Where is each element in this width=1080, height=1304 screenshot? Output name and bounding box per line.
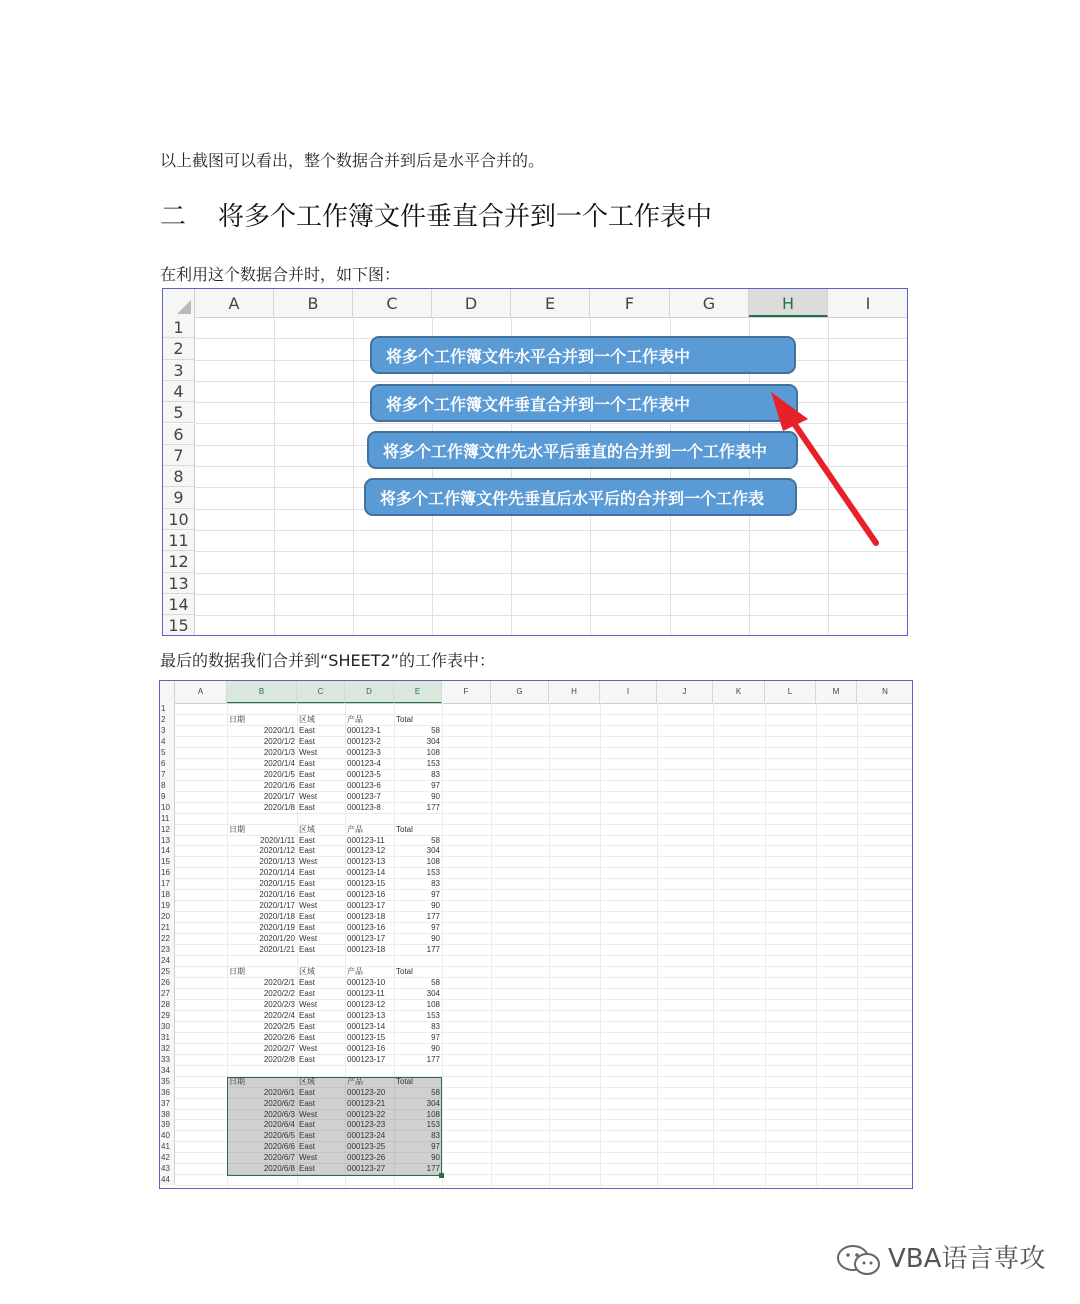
row-header-18[interactable]: 18: [160, 889, 175, 900]
data-cell-total[interactable]: 90: [431, 901, 440, 911]
spreadsheet-merged-data: [159, 680, 913, 1189]
data-cell-total[interactable]: 58: [431, 835, 440, 845]
data-cell-date[interactable]: 2020/1/4: [263, 758, 295, 768]
data-cell-date[interactable]: 2020/6/6: [263, 1142, 295, 1152]
data-cell-region[interactable]: West: [299, 1109, 318, 1119]
data-cell-region[interactable]: West: [299, 791, 318, 801]
row-header-12[interactable]: 12: [160, 824, 175, 835]
data-cell-region[interactable]: West: [299, 1153, 318, 1163]
row-gridline: [175, 1174, 912, 1186]
data-cell-region[interactable]: East: [299, 988, 316, 998]
data-cell-product[interactable]: 000123-21: [347, 1098, 386, 1108]
data-cell-total[interactable]: 97: [431, 780, 440, 790]
row-header-26[interactable]: 26: [160, 977, 175, 988]
data-cell-total[interactable]: 177: [426, 1164, 440, 1174]
row-header-2[interactable]: 2: [163, 338, 195, 359]
row-header-37[interactable]: 37: [160, 1098, 175, 1109]
row-header-15[interactable]: 15: [160, 856, 175, 867]
data-cell-region[interactable]: East: [299, 890, 316, 900]
data-cell-total[interactable]: 177: [426, 912, 440, 922]
data-cell-total[interactable]: 97: [431, 1142, 440, 1152]
row-header-33[interactable]: 33: [160, 1054, 175, 1065]
row-header-28[interactable]: 28: [160, 999, 175, 1010]
intro-paragraph: 以上截图可以看出，整个数据合并到后是水平合并的。: [160, 151, 545, 170]
row-header-34[interactable]: 34: [160, 1065, 175, 1076]
header-cell-total[interactable]: Total: [396, 714, 413, 724]
row-header-27[interactable]: 27: [160, 988, 175, 999]
data-cell-region[interactable]: East: [299, 780, 316, 790]
data-cell-product[interactable]: 000123-17: [347, 934, 386, 944]
row-header-7[interactable]: 7: [160, 769, 175, 780]
row-header-13[interactable]: 13: [163, 573, 195, 594]
row-header-24[interactable]: 24: [160, 955, 175, 966]
row-header-11[interactable]: 11: [160, 813, 175, 824]
column-header-l[interactable]: L: [765, 681, 816, 703]
data-cell-total[interactable]: 83: [431, 879, 440, 889]
data-cell-total[interactable]: 90: [431, 791, 440, 801]
data-cell-product[interactable]: 000123-27: [347, 1164, 386, 1174]
data-cell-product[interactable]: 000123-12: [347, 999, 386, 1009]
data-cell-region[interactable]: East: [299, 802, 316, 812]
data-cell-total[interactable]: 58: [431, 725, 440, 735]
data-cell-total[interactable]: 108: [426, 1109, 440, 1119]
data-cell-date[interactable]: 2020/1/16: [259, 890, 295, 900]
column-header-j[interactable]: J: [657, 681, 713, 703]
data-cell-date[interactable]: 2020/1/12: [259, 846, 295, 856]
data-cell-date[interactable]: 2020/1/13: [259, 857, 295, 867]
row-header-21[interactable]: 21: [160, 922, 175, 933]
data-cell-region[interactable]: West: [299, 857, 318, 867]
data-cell-region[interactable]: East: [299, 1142, 316, 1152]
data-cell-date[interactable]: 2020/2/5: [263, 1021, 295, 1031]
column-header-b[interactable]: B: [227, 681, 297, 703]
row-header-14[interactable]: 14: [160, 845, 175, 856]
data-cell-total[interactable]: 177: [426, 1054, 440, 1064]
row-header-29[interactable]: 29: [160, 1010, 175, 1021]
data-cell-product[interactable]: 000123-16: [347, 890, 386, 900]
header-cell-date[interactable]: 日期: [229, 967, 245, 977]
row-header-39[interactable]: 39: [160, 1119, 175, 1130]
column-header-g[interactable]: G: [491, 681, 549, 703]
row-header-31[interactable]: 31: [160, 1032, 175, 1043]
data-cell-region[interactable]: East: [299, 736, 316, 746]
data-cell-product[interactable]: 000123-16: [347, 923, 386, 933]
data-cell-product[interactable]: 000123-12: [347, 846, 386, 856]
row-header-17[interactable]: 17: [160, 878, 175, 889]
row-header-25[interactable]: 25: [160, 966, 175, 977]
header-cell-total[interactable]: Total: [396, 824, 413, 834]
row-header-12[interactable]: 12: [163, 551, 195, 572]
column-header-c[interactable]: C: [353, 289, 432, 317]
data-cell-total[interactable]: 108: [426, 999, 440, 1009]
data-cell-region[interactable]: East: [299, 912, 316, 922]
data-cell-product[interactable]: 000123-18: [347, 912, 386, 922]
data-cell-total[interactable]: 58: [431, 978, 440, 987]
data-cell-product[interactable]: 000123-13: [347, 1010, 386, 1020]
column-header-d[interactable]: D: [345, 681, 394, 703]
data-cell-region[interactable]: East: [299, 879, 316, 889]
data-cell-product[interactable]: 000123-8: [347, 802, 381, 812]
data-cell-product[interactable]: 000123-18: [347, 945, 386, 955]
header-cell-product[interactable]: 产品: [347, 967, 363, 977]
data-cell-product[interactable]: 000123-16: [347, 1043, 386, 1053]
column-header-b[interactable]: B: [274, 289, 353, 317]
header-cell-product[interactable]: 产品: [347, 824, 363, 834]
merge-horizontal-button[interactable]: 将多个工作簿文件水平合并到一个工作表中: [370, 336, 796, 374]
data-cell-date[interactable]: 2020/1/6: [263, 780, 295, 790]
data-cell-total[interactable]: 97: [431, 1032, 440, 1042]
data-cell-date[interactable]: 2020/1/3: [263, 747, 295, 757]
select-all-corner[interactable]: [160, 681, 175, 703]
data-cell-product[interactable]: 000123-1: [347, 725, 381, 735]
data-cell-product[interactable]: 000123-11: [347, 988, 385, 998]
row-header-43[interactable]: 43: [160, 1163, 175, 1174]
data-cell-total[interactable]: 58: [431, 1087, 440, 1097]
data-cell-total[interactable]: 83: [431, 1131, 440, 1141]
row-header-35[interactable]: 35: [160, 1076, 175, 1087]
header-cell-product[interactable]: 产品: [347, 1076, 363, 1086]
data-cell-product[interactable]: 000123-24: [347, 1131, 386, 1141]
column-header-i[interactable]: I: [600, 681, 657, 703]
data-cell-region[interactable]: East: [299, 1054, 316, 1064]
column-header-n[interactable]: N: [857, 681, 913, 703]
data-cell-region[interactable]: East: [299, 945, 316, 955]
data-cell-total[interactable]: 304: [426, 988, 440, 998]
data-cell-region[interactable]: West: [299, 999, 318, 1009]
data-cell-date[interactable]: 2020/1/17: [259, 901, 295, 911]
data-cell-product[interactable]: 000123-4: [347, 758, 381, 768]
row-header-38[interactable]: 38: [160, 1109, 175, 1120]
column-header-h[interactable]: H: [549, 681, 600, 703]
data-cell-total[interactable]: 177: [426, 802, 440, 812]
merge-vertical-button[interactable]: 将多个工作簿文件垂直合并到一个工作表中: [370, 384, 798, 422]
data-cell-date[interactable]: 2020/2/2: [263, 988, 295, 998]
data-cell-date[interactable]: 2020/1/5: [263, 769, 295, 779]
data-cell-region[interactable]: West: [299, 1043, 318, 1053]
data-cell-total[interactable]: 304: [426, 736, 440, 746]
row-header-6[interactable]: 6: [160, 758, 175, 769]
data-cell-product[interactable]: 000123-15: [347, 879, 386, 889]
column-header-g[interactable]: G: [670, 289, 749, 317]
usage-paragraph: 在利用这个数据合并时，如下图：: [160, 265, 401, 284]
data-cell-date[interactable]: 2020/1/14: [259, 868, 295, 878]
data-cell-total[interactable]: 83: [431, 1021, 440, 1031]
data-cell-product[interactable]: 000123-6: [347, 780, 381, 790]
column-header-a[interactable]: A: [195, 289, 274, 317]
header-cell-total[interactable]: Total: [396, 1076, 413, 1086]
data-cell-product[interactable]: 000123-5: [347, 769, 381, 779]
data-cell-product[interactable]: 000123-26: [347, 1153, 386, 1163]
data-cell-date[interactable]: 2020/2/7: [263, 1043, 295, 1053]
row-header-20[interactable]: 20: [160, 911, 175, 922]
spreadsheet-macro-buttons: [162, 288, 908, 636]
data-cell-product[interactable]: 000123-7: [347, 791, 381, 801]
data-cell-date[interactable]: 2020/2/4: [263, 1010, 295, 1020]
data-cell-date[interactable]: 2020/1/20: [259, 934, 295, 944]
merge-vertical-then-horizontal-button[interactable]: 将多个工作簿文件先垂直后水平后的合并到一个工作表: [364, 478, 797, 516]
data-cell-date[interactable]: 2020/6/4: [263, 1120, 295, 1130]
data-cell-date[interactable]: 2020/1/1: [263, 725, 295, 735]
column-header-c[interactable]: C: [297, 681, 345, 703]
watermark: [836, 1238, 1045, 1277]
row-header-1[interactable]: 1: [163, 317, 195, 338]
data-cell-region[interactable]: East: [299, 1098, 316, 1108]
data-cell-region[interactable]: West: [299, 934, 318, 944]
row-header-3[interactable]: 3: [160, 725, 175, 736]
data-cell-date[interactable]: 2020/6/5: [263, 1131, 295, 1141]
row-header-15[interactable]: 15: [163, 615, 195, 636]
header-cell-product[interactable]: 产品: [347, 714, 363, 724]
data-cell-date[interactable]: 2020/1/18: [259, 912, 295, 922]
data-cell-region[interactable]: East: [299, 978, 316, 987]
wechat-icon: [836, 1243, 882, 1277]
row-header-14[interactable]: 14: [163, 594, 195, 615]
column-header-d[interactable]: D: [432, 289, 511, 317]
data-cell-date[interactable]: 2020/1/7: [263, 791, 295, 801]
row-header-5[interactable]: 5: [160, 747, 175, 758]
data-cell-date[interactable]: 2020/6/7: [263, 1153, 295, 1163]
data-cell-region[interactable]: West: [299, 747, 318, 757]
row-header-10[interactable]: 10: [160, 802, 175, 813]
data-cell-date[interactable]: 2020/1/21: [259, 945, 295, 955]
red-arrow-icon: [163, 289, 908, 636]
data-cell-date[interactable]: 2020/6/1: [263, 1087, 295, 1097]
data-cell-region[interactable]: East: [299, 868, 316, 878]
data-cell-product[interactable]: 000123-3: [347, 747, 381, 757]
row-header-4[interactable]: 4: [160, 736, 175, 747]
data-cell-date[interactable]: 2020/1/19: [259, 923, 295, 933]
data-cell-date[interactable]: 2020/1/15: [259, 879, 295, 889]
data-cell-product[interactable]: 000123-23: [347, 1120, 386, 1130]
row-header-8[interactable]: 8: [163, 466, 195, 487]
data-cell-total[interactable]: 304: [426, 846, 440, 856]
row-header-7[interactable]: 7: [163, 445, 195, 466]
row-header-1[interactable]: 1: [160, 703, 175, 714]
data-cell-product[interactable]: 000123-20: [347, 1087, 386, 1097]
data-cell-total[interactable]: 90: [431, 934, 440, 944]
data-cell-product[interactable]: 000123-17: [347, 901, 386, 911]
data-cell-region[interactable]: East: [299, 1032, 316, 1042]
column-header-k[interactable]: K: [713, 681, 765, 703]
data-cell-region[interactable]: East: [299, 758, 316, 768]
data-cell-region[interactable]: East: [299, 725, 316, 735]
data-cell-total[interactable]: 153: [426, 758, 440, 768]
data-cell-region[interactable]: East: [299, 923, 316, 933]
data-cell-product[interactable]: 000123-14: [347, 868, 386, 878]
row-header-9[interactable]: 9: [163, 487, 195, 508]
row-header-16[interactable]: 16: [160, 867, 175, 878]
row-header-42[interactable]: 42: [160, 1152, 175, 1163]
row-header-4[interactable]: 4: [163, 381, 195, 402]
row-header-13[interactable]: 13: [160, 835, 175, 846]
data-cell-total[interactable]: 97: [431, 890, 440, 900]
row-header-36[interactable]: 36: [160, 1087, 175, 1098]
data-cell-total[interactable]: 83: [431, 769, 440, 779]
data-cell-region[interactable]: East: [299, 1131, 316, 1141]
row-header-9[interactable]: 9: [160, 791, 175, 802]
data-cell-region[interactable]: East: [299, 1164, 316, 1174]
data-cell-date[interactable]: 2020/2/3: [263, 999, 295, 1009]
data-cell-date[interactable]: 2020/6/3: [263, 1109, 295, 1119]
data-cell-total[interactable]: 97: [431, 923, 440, 933]
data-cell-region[interactable]: East: [299, 846, 316, 856]
result-paragraph: 最后的数据我们合并到“SHEET2”的工作表中：: [160, 651, 495, 670]
row-header-30[interactable]: 30: [160, 1021, 175, 1032]
data-cell-date[interactable]: 2020/2/8: [263, 1054, 295, 1064]
data-cell-region[interactable]: East: [299, 835, 316, 845]
header-cell-date[interactable]: 日期: [229, 1076, 245, 1086]
data-cell-region[interactable]: East: [299, 1087, 316, 1097]
data-cell-total[interactable]: 90: [431, 1043, 440, 1053]
row-header-40[interactable]: 40: [160, 1130, 175, 1141]
data-cell-product[interactable]: 000123-13: [347, 857, 386, 867]
row-header-11[interactable]: 11: [163, 530, 195, 551]
data-cell-date[interactable]: 2020/6/8: [263, 1164, 295, 1174]
data-cell-product[interactable]: 000123-22: [347, 1109, 386, 1119]
data-cell-date[interactable]: 2020/1/2: [263, 736, 295, 746]
data-cell-region[interactable]: East: [299, 1120, 316, 1130]
data-cell-product[interactable]: 000123-10: [347, 978, 386, 987]
column-header-m[interactable]: M: [816, 681, 857, 703]
header-cell-region[interactable]: 区域: [299, 1076, 315, 1086]
column-header-e[interactable]: E: [511, 289, 590, 317]
row-header-32[interactable]: 32: [160, 1043, 175, 1054]
data-cell-region[interactable]: West: [299, 901, 318, 911]
section-title: 将多个工作簿文件垂直合并到一个工作表中: [218, 202, 713, 232]
data-cell-product[interactable]: 000123-25: [347, 1142, 386, 1152]
section-heading: [160, 196, 712, 233]
data-cell-date[interactable]: 2020/1/8: [263, 802, 295, 812]
data-cell-date[interactable]: 2020/2/6: [263, 1032, 295, 1042]
row-header-8[interactable]: 8: [160, 780, 175, 791]
data-cell-product[interactable]: 000123-11: [347, 835, 385, 845]
row-header-6[interactable]: 6: [163, 424, 195, 445]
data-cell-total[interactable]: 153: [426, 1010, 440, 1020]
column-header-f[interactable]: F: [442, 681, 491, 703]
row-header-5[interactable]: 5: [163, 402, 195, 423]
row-header-44[interactable]: 44: [160, 1174, 175, 1185]
data-cell-product[interactable]: 000123-14: [347, 1021, 386, 1031]
watermark-text: VBA语言専攻: [888, 1244, 1046, 1274]
data-cell-region[interactable]: East: [299, 1021, 316, 1031]
section-number: 二: [160, 202, 187, 232]
data-cell-date[interactable]: 2020/2/1: [263, 978, 295, 987]
data-cell-product[interactable]: 000123-15: [347, 1032, 386, 1042]
row-header-23[interactable]: 23: [160, 944, 175, 955]
row-header-2[interactable]: 2: [160, 714, 175, 725]
row-header-41[interactable]: 41: [160, 1141, 175, 1152]
row-header-19[interactable]: 19: [160, 900, 175, 911]
data-cell-date[interactable]: 2020/1/11: [260, 835, 295, 845]
data-cell-product[interactable]: 000123-2: [347, 736, 381, 746]
column-header-i[interactable]: I: [828, 289, 908, 317]
data-cell-total[interactable]: 153: [426, 1120, 440, 1130]
data-cell-total[interactable]: 177: [426, 945, 440, 955]
header-cell-region[interactable]: 区域: [299, 967, 315, 977]
row-header-10[interactable]: 10: [163, 509, 195, 530]
header-cell-total[interactable]: Total: [396, 967, 413, 977]
header-cell-region[interactable]: 区域: [299, 824, 315, 834]
data-cell-total[interactable]: 108: [426, 857, 440, 867]
data-cell-product[interactable]: 000123-17: [347, 1054, 386, 1064]
merge-horizontal-then-vertical-button[interactable]: 将多个工作簿文件先水平后垂直的合并到一个工作表中: [367, 431, 798, 469]
row-header-3[interactable]: 3: [163, 360, 195, 381]
data-cell-total[interactable]: 108: [426, 747, 440, 757]
column-header-e[interactable]: E: [394, 681, 442, 703]
data-cell-region[interactable]: East: [299, 769, 316, 779]
column-header-a[interactable]: A: [175, 681, 227, 703]
header-cell-region[interactable]: 区域: [299, 714, 315, 724]
data-cell-total[interactable]: 153: [426, 868, 440, 878]
column-header-f[interactable]: F: [590, 289, 670, 317]
header-cell-date[interactable]: 日期: [229, 714, 245, 724]
header-cell-date[interactable]: 日期: [229, 824, 245, 834]
data-cell-total[interactable]: 90: [431, 1153, 440, 1163]
data-cell-total[interactable]: 304: [426, 1098, 440, 1108]
data-cell-region[interactable]: East: [299, 1010, 316, 1020]
row-header-22[interactable]: 22: [160, 933, 175, 944]
data-cell-date[interactable]: 2020/6/2: [263, 1098, 295, 1108]
column-header-h[interactable]: H: [749, 289, 828, 317]
